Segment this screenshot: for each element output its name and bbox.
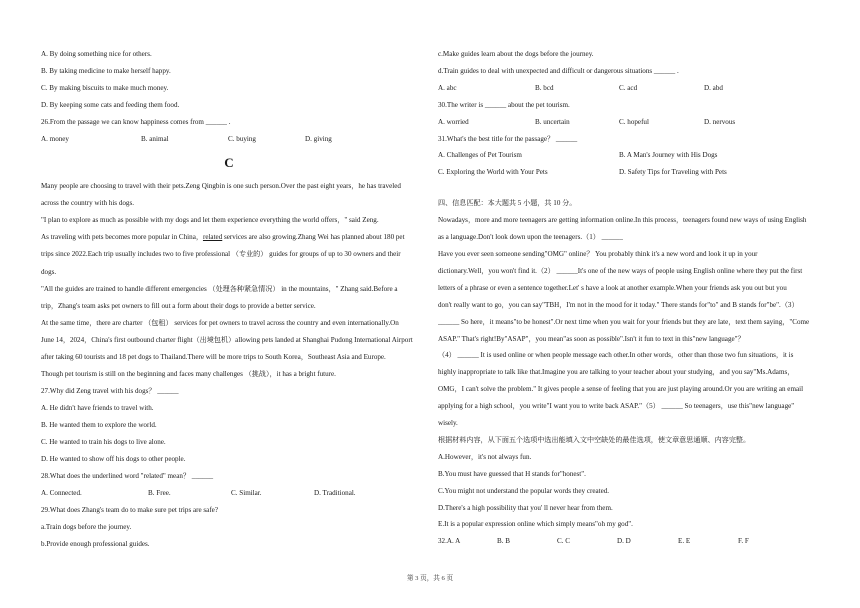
q31-option-a: A. Challenges of Pet Tourism xyxy=(438,151,522,160)
q29-question: 29.What does Zhang's team do to make sure pet trips are safe? xyxy=(41,506,218,515)
q30-option-c: C. hopeful xyxy=(619,117,649,126)
q27-option-d: D. He wanted to show off his dogs to other people. xyxy=(41,455,186,464)
passage-text: services are also growing.Zhang Wei has planned about 180 pet xyxy=(222,233,405,242)
q28-option-a: A. Connected. xyxy=(41,489,82,498)
q27-option-c: C. He wanted to train his dogs to live alone. xyxy=(41,437,166,446)
passage-line: letters of a phrase or even a sentence together.Let' s have a look at another example.When your friends ask you out but you xyxy=(438,283,787,292)
q29-options xyxy=(438,80,822,97)
passage-line: ASAP." That's right!By"ASAP"，you mean"as soon as possible".Isn't it fun to text in this"new language"？ xyxy=(438,334,745,343)
q26-option-d: D. giving xyxy=(305,135,332,144)
matching-instruction: 根据材料内容，从下面五个选项中选出能填入文中空缺处的最佳选项，使文章意思通顺、内容完整。 xyxy=(438,435,751,444)
passage-line: OMG，I can't solve the problem." It gives people a sense of feeling that you are just playing around.Or you are writing an email xyxy=(438,385,804,394)
left-column xyxy=(41,46,427,553)
q26-option-c: C. buying xyxy=(228,135,256,144)
q32-option-b: B. B xyxy=(497,537,511,546)
passage-line: applying for a high school，you write"I want you to write back ASAP."（5） ______ So teenagers，use this"new language" xyxy=(438,402,795,411)
q32-option-c: C. C xyxy=(557,537,571,546)
section-4-title: 四、信息匹配：本大题共 5 小题，共 10 分。 xyxy=(438,199,577,208)
q26-option-a: A. money xyxy=(41,135,69,144)
q29-item-a: a.Train dogs before the journey. xyxy=(41,523,132,532)
q30-option-d: D. nervous xyxy=(704,117,736,126)
passage-line: Have you ever seen someone sending"OMG" online？ You probably think it's a new word and look it up in your xyxy=(438,249,758,258)
q27-option-a: A. He didn't have friends to travel with. xyxy=(41,403,154,412)
passage-line: wisely. xyxy=(438,419,458,428)
q28-option-d: D. Traditional. xyxy=(314,489,356,498)
q28-option-c: C. Similar. xyxy=(231,489,262,498)
q31-option-b: B. A Man's Journey with His Dogs xyxy=(619,151,718,160)
q25-option-b: B. By taking medicine to make herself happy. xyxy=(41,67,171,76)
q30-question: 30.The writer is ______ about the pet tourism. xyxy=(438,100,570,109)
passage-line: trip，Zhang's team asks pet owners to fill out a form about their dogs to provide a better service. xyxy=(41,301,316,310)
right-column xyxy=(438,46,822,550)
passage-line: At the same time，there are charter （包租） services for pet owners to travel across the country and even internationally.On xyxy=(41,318,399,327)
q31-options-row2 xyxy=(438,164,822,181)
q32-option-f: F. F xyxy=(738,537,749,546)
choice-c: C.You might not understand the popular words they created. xyxy=(438,486,610,495)
q28-option-b: B. Free. xyxy=(148,489,171,498)
q25-option-c: C. By making biscuits to make much money. xyxy=(41,84,169,93)
q32-option-e: E. E xyxy=(678,537,691,546)
passage-line: "I plan to explore as much as possible with my dogs and let them experience everything the world offers，" said Zeng. xyxy=(41,216,379,225)
passage-line: trips since 2022.Each trip usually includes two to five professional （专业的） guides for groups of up to 30 owners and their xyxy=(41,250,401,259)
passage-line: （4） ______ It is used online or when people message each other.In other words，other than those two fun situations，it is xyxy=(438,351,794,360)
q29-option-c: C. acd xyxy=(619,83,638,92)
q29-option-b: B. bcd xyxy=(535,83,554,92)
passage-line: highly inappropriate to talk like that.Imagine you are talking to your teacher about your studying，and you say"Ms.Adams， xyxy=(438,368,795,377)
passage-line: ______ So here，it means"to be honest".Or next time when you wait for your friends but they are late，text them saying，"Come xyxy=(438,317,810,326)
choice-d: D.There's a high possibility that you' ll never hear from them. xyxy=(438,503,613,512)
q31-option-d: D. Safety Tips for Traveling with Pets xyxy=(619,168,727,177)
passage-line: as a language.Don't look down upon the teenagers.（1） ______ xyxy=(438,233,623,242)
choice-a: A.However，it's not always fun. xyxy=(438,452,532,461)
passage-line: dogs. xyxy=(41,267,57,276)
q27-question: 27.Why did Zeng travel with his dogs？ ______ xyxy=(41,386,179,395)
q29-item-d: d.Train guides to deal with unexpected and difficult or dangerous situations ______ . xyxy=(438,66,679,75)
q31-option-c: C. Exploring the World with Your Pets xyxy=(438,168,548,177)
q31-options-row1 xyxy=(438,147,822,164)
section-c-heading: C xyxy=(224,155,234,171)
q26-option-b: B. animal xyxy=(141,135,169,144)
q32-option-d: D. D xyxy=(617,537,631,546)
q29-item-b: b.Provide enough professional guides. xyxy=(41,540,150,549)
passage-line xyxy=(41,229,427,246)
passage-line: Many people are choosing to travel with their pets.Zeng Qingbin is one such person.Over the past eight years，he has traveled xyxy=(41,182,401,191)
q25-option-d: D. By keeping some cats and feeding them food. xyxy=(41,101,180,110)
passage-line: "All the guides are trained to handle different emergencies （处理各种紧急情况） in the mountains，" Zhang said.Before a xyxy=(41,284,398,293)
passage-line: Nowadays，more and more teenagers are getting information online.In this process，teenagers found new ways of using English xyxy=(438,216,807,225)
choice-b: B.You must have guessed that H stands for"honest". xyxy=(438,469,586,478)
q32-options xyxy=(438,533,822,550)
q29-option-a: A. abc xyxy=(438,83,457,92)
passage-line: across the country with his dogs. xyxy=(41,199,134,208)
underlined-word-related: related xyxy=(202,233,223,242)
q30-options xyxy=(438,114,822,131)
q32-option-a: 32.A. A xyxy=(438,537,461,546)
q29-option-d: D. abd xyxy=(704,83,723,92)
q26-options xyxy=(41,131,427,148)
q31-question: 31.What's the best title for the passage？ ______ xyxy=(438,134,578,143)
q25-option-a: A. By doing something nice for others. xyxy=(41,50,152,58)
passage-line: don't really want to go，you can say"TBH，I'm not in the mood for it today." There stands for"to" and B stands for"be".（3） xyxy=(438,300,799,309)
passage-line: after taking 60 tourists and 18 pet dogs to Thailand.There will be more trips to South Korea，Southeast Asia and Europe. xyxy=(41,352,386,361)
passage-text: As traveling with pets becomes more popular in China， xyxy=(41,233,203,242)
q28-question: 28.What does the underlined word "related" mean？ ______ xyxy=(41,472,214,481)
q30-option-b: B. uncertain xyxy=(535,117,570,126)
q27-option-b: B. He wanted them to explore the world. xyxy=(41,420,157,429)
choice-e: E.It is a popular expression online which simply means"oh my god". xyxy=(438,520,633,529)
q29-item-c: c.Make guides learn about the dogs before the journey. xyxy=(438,50,594,58)
q26-question: 26.From the passage we can know happiness comes from ______ . xyxy=(41,118,231,127)
passage-line: Though pet tourism is still on the beginning and faces many challenges （挑战），it has a bright future. xyxy=(41,369,336,378)
passage-line: June 14，2024，China's first outbound charter flight（出境包机）allowing pets landed at Shanghai Pudong International Airport xyxy=(41,335,413,344)
q30-option-a: A. worried xyxy=(438,117,469,126)
passage-line: dictionary.Well，you won't find it.（2） ______It's one of the new ways of people using English online where they put the first xyxy=(438,266,803,275)
q28-options xyxy=(41,485,427,502)
page-footer: 第 3 页，共 6 页 xyxy=(406,575,454,582)
